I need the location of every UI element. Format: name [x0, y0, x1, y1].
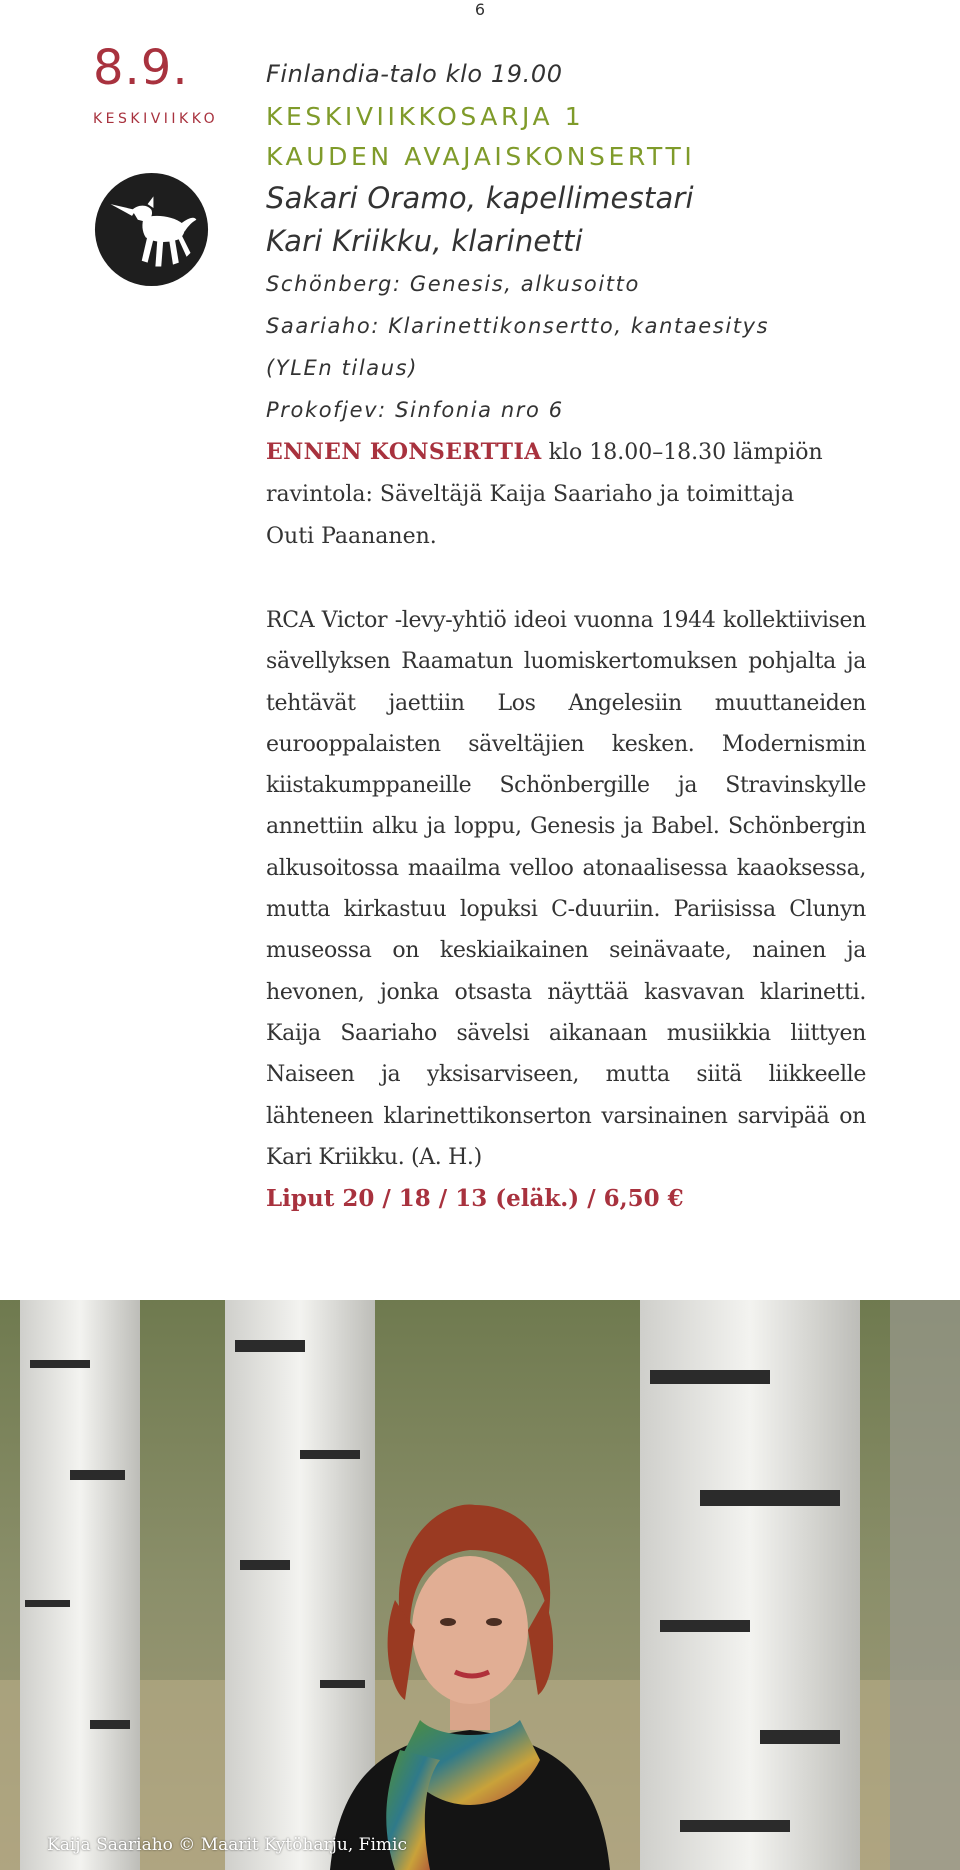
pre-concert-time: klo 18.00–18.30: [541, 440, 727, 465]
event-weekday: KESKIVIIKKO: [93, 111, 219, 127]
description-text: RCA Victor -levy-yhtiö ideoi vuonna 1944 kollektiivisen sävellyksen Raamatun luomiskertomuksen pohjalta ja tehtävät jaettiin Los Angelesiin muuttaneiden eurooppalaisten säveltäjien kesken. Modernismin kiistakumppaneille Schönbergille ja Stravinskylle annettiin alku ja loppu, Genesis ja Babel. Schönbergin alkusoitossa maailma velloo atonaalisessa kaaoksessa, mutta kirkastuu lopuksi C-duuriin. Pariisissa Clunyn museossa on keskiaikainen seinävaate, nainen ja hevonen, jonka otsasta näyttää kasvavan klarinetti. Kaija Saariaho sävelsi aikanaan musiikkia liittyen Naiseen ja yksisarviseen, mutta siitä liikkeelle lähteneen klarinettikonserton varsinainen sarvipää on Kari Kriikku. (A. H.): [266, 608, 866, 1170]
unicorn-emblem-icon: [93, 171, 210, 288]
ticket-prices: Liput 20 / 18 / 13 (eläk.) / 6,50 €: [266, 1185, 684, 1213]
program-item: Saariaho: Klarinettikonsertto, kantaesitys: [266, 314, 770, 338]
concert-title: KAUDEN AVAJAISKONSERTTI: [266, 142, 696, 171]
program-item: Schönberg: Genesis, alkusoitto: [266, 272, 640, 296]
pre-concert-text: lämpiön ravintola: Säveltäjä Kaija Saariaho ja toimittaja Outi Paananen.: [266, 440, 823, 549]
performer-conductor: Sakari Oramo, kapellimestari: [266, 181, 694, 215]
event-details: [266, 56, 866, 1219]
pre-concert-label: ENNEN KONSERTTIA: [266, 439, 542, 465]
composer-photo: [0, 1300, 960, 1870]
photo-caption: Kaija Saariaho © Maarit Kytöharju, Fimic: [47, 1835, 407, 1855]
program-item: (YLEn tilaus): [266, 356, 418, 380]
event-date: 8.9.: [93, 40, 189, 96]
venue-time: Finlandia-talo klo 19.00: [266, 60, 563, 88]
performer-soloist: Kari Kriikku, klarinetti: [266, 224, 583, 258]
pre-concert-info: [266, 431, 826, 558]
program-item: Prokofjev: Sinfonia nro 6: [266, 398, 564, 422]
series-title: KESKIVIIKKOSARJA 1: [266, 102, 585, 131]
page-number: 6: [474, 0, 486, 19]
